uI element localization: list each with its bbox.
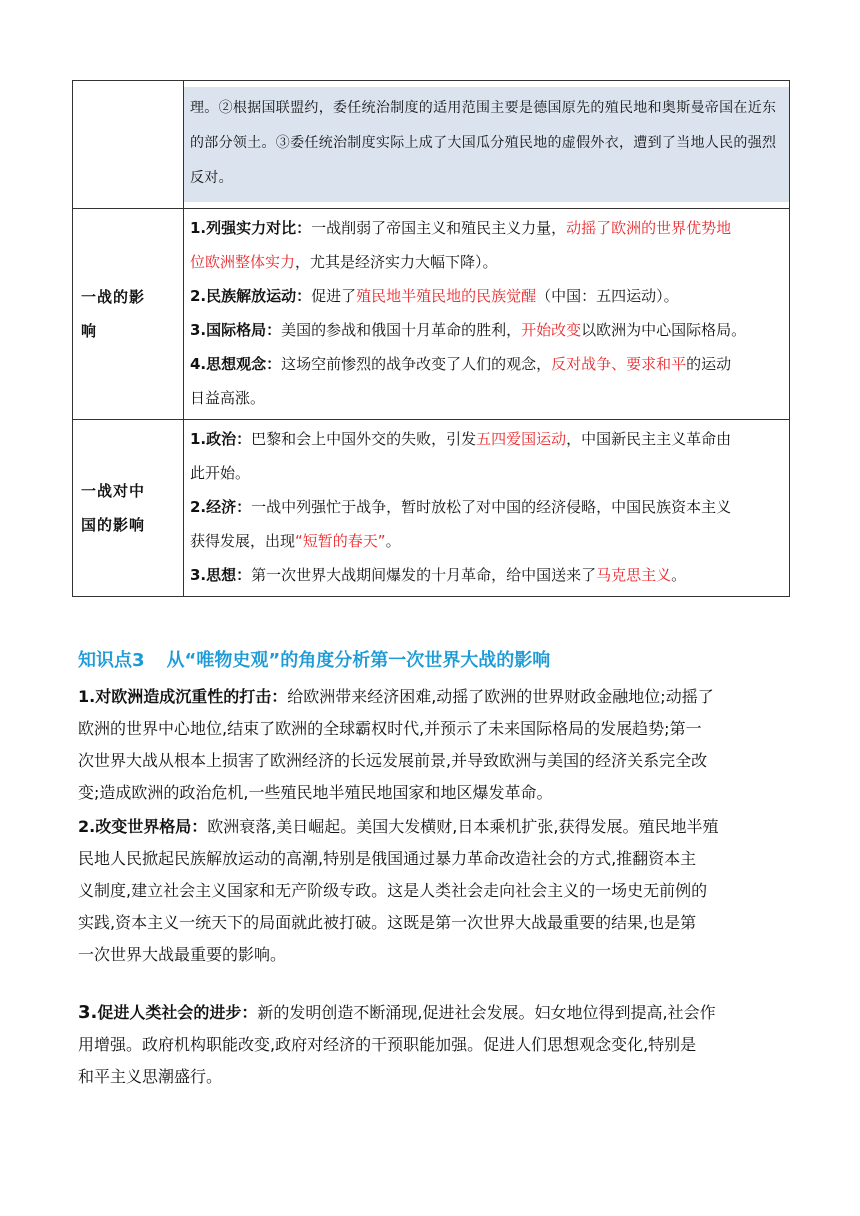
list-item-continued (190, 456, 783, 490)
text-line (78, 997, 778, 1029)
highlight-text: 五四爱国运动 (476, 430, 567, 448)
list-item (190, 558, 783, 592)
table-row (73, 81, 790, 209)
text-line (78, 681, 778, 713)
item-text: 美国的参战和俄国十月革命的胜利， (281, 321, 522, 339)
item-text: 巴黎和会上中国外交的失败，引发 (251, 430, 477, 448)
label-line: 响 (81, 322, 98, 340)
item-text: ，尤其是经济实力大幅下降）。 (295, 253, 498, 271)
paragraph-text: 欧洲衰落,美日崛起。美国大发横财,日本乘机扩张,获得发展。殖民地半殖 (207, 817, 719, 836)
text-line: 理。②根据国联盟约，委任统治制度的适用范围主要是德国原先的殖民地和奥斯曼帝国在近东 (190, 100, 777, 116)
item-heading: 1.列强实力对比： (190, 219, 312, 237)
item-heading: 3.思想： (190, 566, 252, 584)
list-item (190, 422, 783, 456)
table-content-cell (184, 420, 790, 597)
list-item (190, 490, 783, 524)
label-line: 一战的影 (81, 288, 146, 306)
text-line (78, 811, 778, 843)
table-row (73, 209, 790, 420)
text-line: 次世界大战从根本上损害了欧洲经济的长远发展前景,并导致欧洲与美国的经济关系完全改 (78, 751, 708, 770)
item-heading: 2.经济： (190, 498, 252, 516)
item-text: 。 (385, 532, 401, 550)
paragraph-world-pattern (78, 811, 778, 971)
item-text: 的运动 (686, 355, 732, 373)
list-item-continued (190, 524, 783, 558)
highlight-text: 反对战争、要求和平 (551, 355, 687, 373)
highlight-text: “短暂的春天” (295, 532, 386, 550)
knowledge-table (72, 80, 790, 597)
highlight-text: 马克思主义 (596, 566, 672, 584)
table-row (73, 420, 790, 597)
paragraph-number: 3. (78, 1002, 98, 1023)
table-label-cell-empty (73, 81, 184, 209)
list-item (190, 279, 783, 313)
item-text: 以欧洲为中心国际格局。 (581, 321, 747, 339)
text-line: 变;造成欧洲的政治危机,一些殖民地半殖民地国家和地区爆发革命。 (78, 783, 553, 802)
text-line: 反对。 (190, 170, 233, 186)
list-item-continued (190, 245, 783, 279)
shaded-text-block (184, 87, 789, 202)
label-line: 一战对中 (81, 482, 146, 500)
paragraph-social-progress (78, 997, 778, 1093)
item-text: 一战中列强忙于战争，暂时放松了对中国的经济侵略，中国民族资本主义 (251, 498, 732, 516)
section-heading (78, 646, 550, 672)
highlight-text: 位欧洲整体实力 (190, 253, 296, 271)
text-line: 的部分领土。③委任统治制度实际上成了大国瓜分殖民地的虚假外衣，遭到了当地人民的强烈 (190, 135, 777, 151)
text-line: 欧洲的世界中心地位,结束了欧洲的全球霸权时代,并预示了未来国际格局的发展趋势;第一 (78, 719, 702, 738)
item-text: ，中国新民主主义革命由 (566, 430, 732, 448)
item-text: 日益高涨。 (190, 389, 266, 407)
highlight-text: 开始改变 (521, 321, 582, 339)
item-heading: 3.国际格局： (190, 321, 282, 339)
list-item (190, 347, 783, 381)
text-line: 一次世界大战最重要的影响。 (78, 945, 287, 964)
paragraph-text: 新的发明创造不断涌现,促进社会发展。妇女地位得到提高,社会作 (257, 1003, 716, 1022)
item-heading: 1.政治： (190, 430, 252, 448)
section-number: 知识点3 (78, 650, 145, 671)
paragraph-heading: 2.改变世界格局： (78, 817, 208, 836)
item-text: 。 (671, 566, 687, 584)
text-line: 实践,资本主义一统天下的局面就此被打破。这既是第一次世界大战最重要的结果,也是第 (78, 913, 697, 932)
row-label-wwi-impact (73, 209, 184, 420)
list-item (190, 211, 783, 245)
section-title: 从“唯物史观”的角度分析第一次世界大战的影响 (166, 650, 551, 671)
label-line: 国的影响 (81, 516, 146, 534)
row-label-wwi-china-impact (73, 420, 184, 597)
paragraph-text: 给欧洲带来经济困难,动摇了欧洲的世界财政金融地位;动摇了 (287, 687, 714, 706)
table-content-cell (184, 209, 790, 420)
paragraph-heading: 1.对欧洲造成沉重性的打击： (78, 687, 288, 706)
text-line: 和平主义思潮盛行。 (78, 1067, 223, 1086)
highlight-text: 动摇了欧洲的世界优势地 (566, 219, 732, 237)
paragraph-heading: 促进人类社会的进步： (97, 1003, 258, 1022)
item-text: 此开始。 (190, 464, 251, 482)
table-content-cell (184, 81, 790, 209)
item-text: 这场空前惨烈的战争改变了人们的观念， (281, 355, 552, 373)
list-item-continued (190, 381, 783, 415)
item-text: 一战削弱了帝国主义和殖民主义力量， (311, 219, 567, 237)
item-heading: 4.思想观念： (190, 355, 282, 373)
text-line: 民地人民掀起民族解放运动的高潮,特别是俄国通过暴力革命改造社会的方式,推翻资本主 (78, 849, 697, 868)
item-heading: 2.民族解放运动： (190, 287, 312, 305)
highlight-text: 殖民地半殖民地的民族觉醒 (356, 287, 537, 305)
list-item (190, 313, 783, 347)
item-text: （中国：五四运动）。 (536, 287, 679, 305)
item-text: 第一次世界大战期间爆发的十月革命，给中国送来了 (251, 566, 597, 584)
text-line: 义制度,建立社会主义国家和无产阶级专政。这是人类社会走向社会主义的一场史无前例的 (78, 881, 708, 900)
item-text: 获得发展，出现 (190, 532, 296, 550)
paragraph-europe-impact (78, 681, 778, 809)
item-text: 促进了 (311, 287, 357, 305)
text-line: 用增强。政府机构职能改变,政府对经济的干预职能加强。促进人们思想观念变化,特别是 (78, 1035, 697, 1054)
